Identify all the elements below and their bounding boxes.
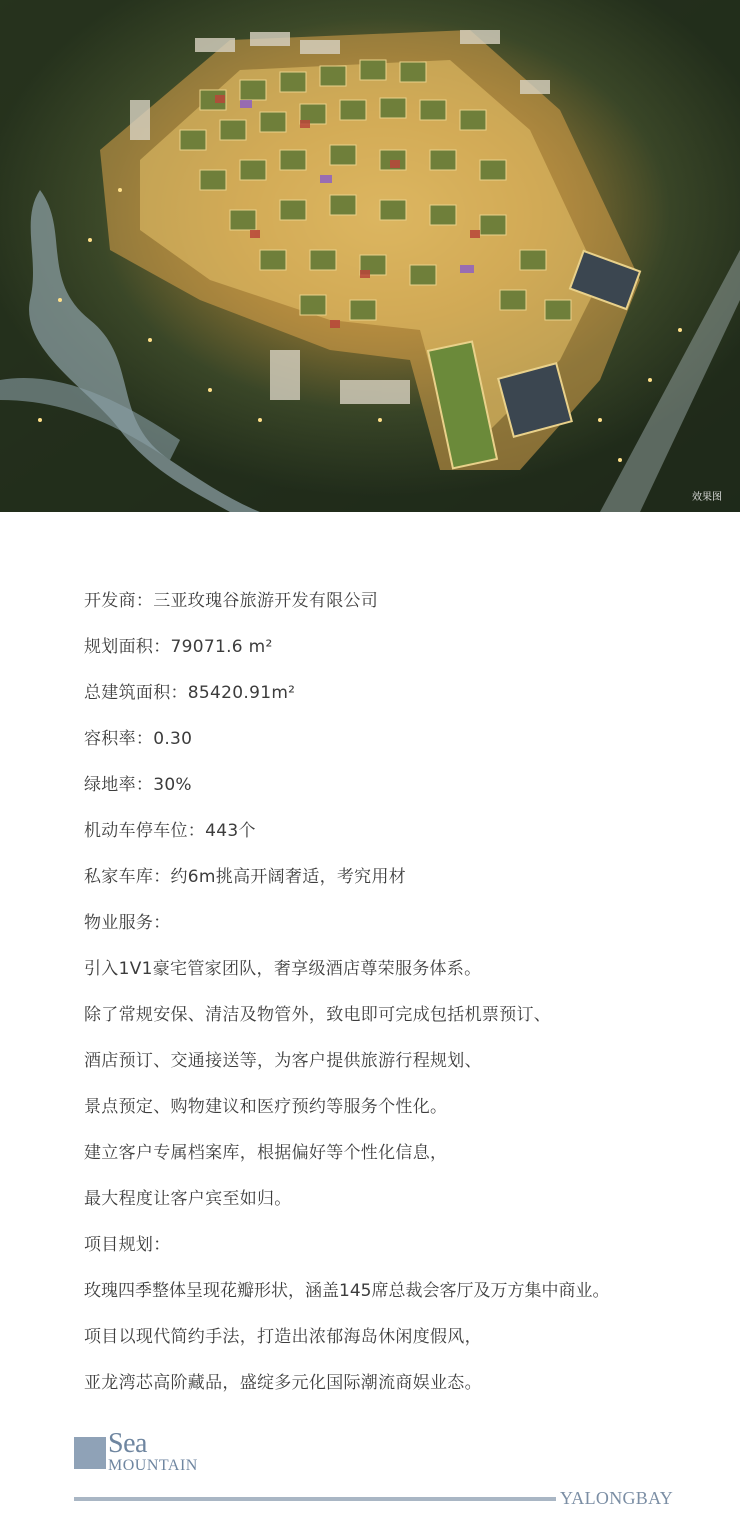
service-text-line: 酒店预订、交通接送等，为客户提供旅游行程规划、 bbox=[84, 1051, 482, 1071]
service-text-line: 最大程度让客户宾至如归。 bbox=[84, 1189, 292, 1209]
planning-text-line: 项目以现代简约手法，打造出浓郁海岛休闲度假风， bbox=[84, 1327, 482, 1347]
footer-divider bbox=[74, 1497, 556, 1501]
parking-line: 机动车停车位：443个 bbox=[84, 821, 256, 841]
service-text-line: 引入1V1豪宅管家团队，奢享级酒店尊荣服务体系。 bbox=[84, 959, 482, 979]
hero-rendering bbox=[0, 0, 740, 512]
developer-line: 开发商：三亚玫瑰谷旅游开发有限公司 bbox=[84, 591, 379, 611]
green-ratio-line: 绿地率：30% bbox=[84, 775, 192, 795]
footer-branding bbox=[0, 1420, 740, 1537]
plot-ratio-line: 容积率：0.30 bbox=[84, 729, 193, 749]
logo-text-mountain: MOUNTAIN bbox=[108, 1457, 198, 1474]
planning-text-line: 玫瑰四季整体呈现花瓣形状，涵盖145席总裁会客厅及万方集中商业。 bbox=[84, 1281, 610, 1301]
project-info bbox=[84, 586, 724, 1414]
service-text-line: 建立客户专属档案库，根据偏好等个性化信息， bbox=[84, 1143, 448, 1163]
service-text-line: 景点预定、购物建议和医疗预约等服务个性化。 bbox=[84, 1097, 448, 1117]
garage-line: 私家车库：约6m挑高开阔奢适，考究用材 bbox=[84, 867, 407, 887]
project-planning-heading: 项目规划： bbox=[84, 1235, 171, 1255]
planning-text-line: 亚龙湾芯高阶藏品，盛绽多元化国际潮流商娱业态。 bbox=[84, 1373, 482, 1393]
planned-area-line: 规划面积：79071.6 m² bbox=[84, 637, 273, 657]
gross-floor-area-line: 总建筑面积：85420.91m² bbox=[84, 683, 296, 703]
service-text-line: 除了常规安保、清洁及物管外，致电即可完成包括机票预订、 bbox=[84, 1005, 552, 1025]
logo-square-mark bbox=[74, 1437, 106, 1469]
aerial-render-image bbox=[0, 0, 740, 512]
render-caption: 效果图 bbox=[692, 492, 722, 503]
footer-brand-name: YALONGBAY bbox=[560, 1488, 674, 1508]
logo-text-sea: Sea bbox=[108, 1428, 147, 1459]
property-service-heading: 物业服务： bbox=[84, 913, 171, 933]
